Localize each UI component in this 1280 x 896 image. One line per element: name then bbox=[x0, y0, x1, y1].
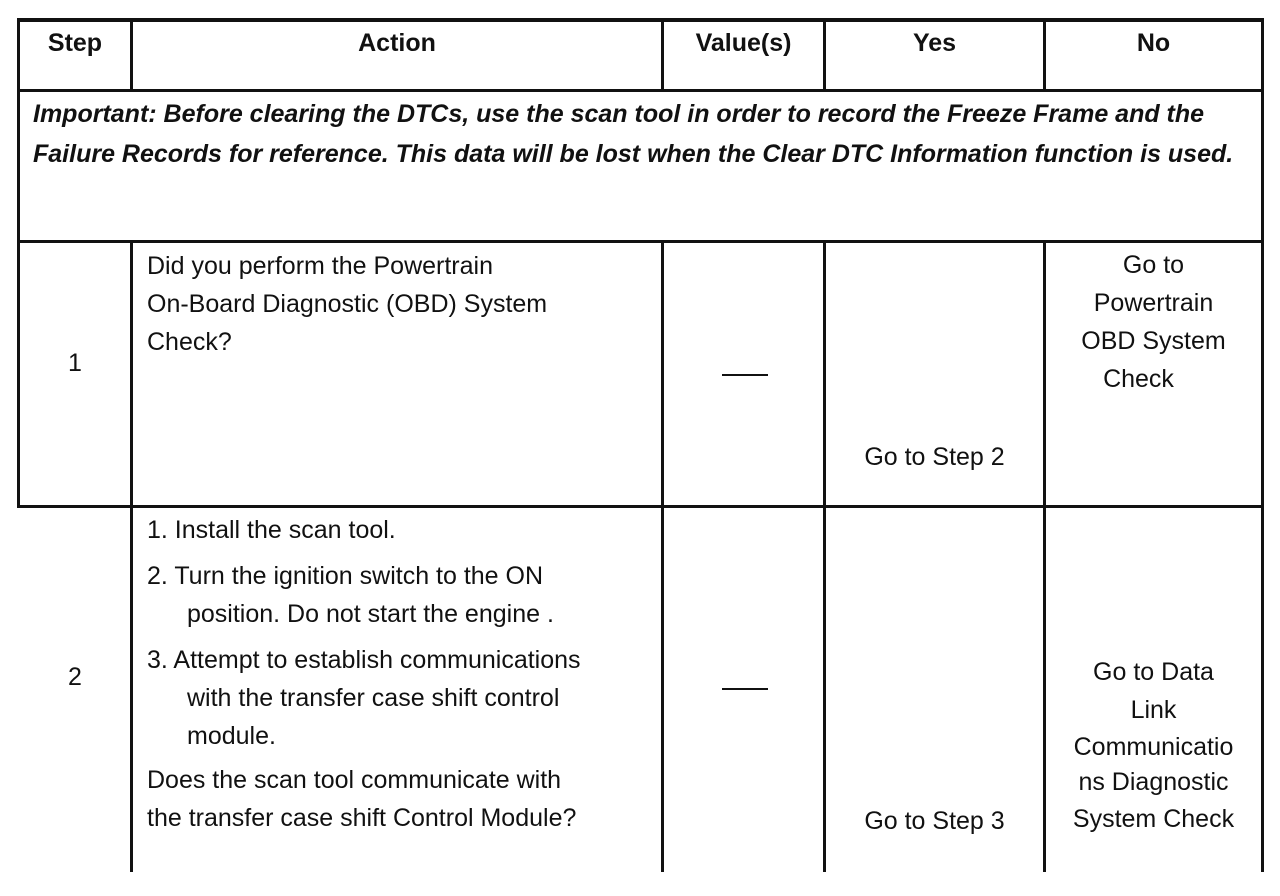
row2-item3-text: module. bbox=[187, 722, 276, 750]
row2-item2-text: 2. Turn the ignition switch to the ON bbox=[147, 562, 544, 590]
row1-action bbox=[147, 247, 657, 361]
row1-value-dash bbox=[722, 374, 768, 376]
row1-action-line: Check? bbox=[147, 328, 232, 356]
row2-action bbox=[147, 511, 659, 837]
row2-no-line: Go to Data bbox=[1093, 658, 1214, 686]
row2-item2-text: position. Do not start the engine . bbox=[187, 600, 554, 628]
row2-no-line: Link bbox=[1130, 696, 1177, 724]
table-top-border bbox=[17, 18, 1264, 22]
row1-action-line: On-Board Diagnostic (OBD) System bbox=[147, 290, 548, 318]
row2-no bbox=[1046, 653, 1261, 839]
row1-step: 1 bbox=[68, 349, 82, 377]
col-divider-action bbox=[661, 240, 664, 872]
row2-item3-text: with the transfer case shift control bbox=[187, 684, 560, 712]
row2-item3-text: 3. Attempt to establish communications bbox=[147, 646, 581, 674]
header-no: No bbox=[1136, 29, 1171, 57]
row2-item1-text: 1. Install the scan tool. bbox=[147, 516, 396, 544]
row1-no-line: Powertrain bbox=[1093, 289, 1214, 317]
header-action: Action bbox=[358, 29, 436, 57]
header-bottom-border bbox=[17, 89, 1264, 92]
row2-no-line: ns Diagnostic bbox=[1078, 768, 1229, 796]
header-yes: Yes bbox=[912, 29, 957, 57]
table-left-border bbox=[17, 18, 20, 508]
row1-no-line: OBD System bbox=[1081, 327, 1226, 355]
row1-no-line: Go to bbox=[1122, 251, 1185, 279]
row1-no-line: Check bbox=[1103, 365, 1174, 393]
table-right-border-lower bbox=[1261, 505, 1264, 872]
row2-question-text: the transfer case shift Control Module? bbox=[147, 804, 577, 832]
row2-no-line: System Check bbox=[1072, 805, 1235, 833]
row2-step: 2 bbox=[68, 663, 82, 691]
row2-question-text: Does the scan tool communicate with bbox=[147, 766, 562, 794]
row2-no-line: Communicatio bbox=[1073, 733, 1234, 761]
header-step: Step bbox=[47, 29, 103, 57]
col-divider-values bbox=[823, 240, 826, 872]
row1-yes: Go to Step 2 bbox=[864, 443, 1005, 471]
row2-question bbox=[147, 761, 659, 837]
row2-step-item bbox=[147, 557, 659, 633]
table-right-border bbox=[1261, 18, 1264, 508]
row1-bottom-border bbox=[17, 505, 1264, 508]
header-values: Value(s) bbox=[695, 29, 792, 57]
row1-no bbox=[1046, 246, 1261, 398]
note-bottom-border bbox=[17, 240, 1264, 243]
col-divider-step bbox=[130, 240, 133, 872]
row2-step-item bbox=[147, 641, 659, 755]
row2-value-dash bbox=[722, 688, 768, 690]
row2-yes: Go to Step 3 bbox=[864, 807, 1005, 835]
row1-action-line: Did you perform the Powertrain bbox=[147, 252, 493, 280]
row2-step-item bbox=[147, 511, 659, 549]
important-note: Important: Before clearing the DTCs, use the scan tool in order to record the Freeze Frame and the Failure Records for reference. This data will be lost when the Clear DTC Information function is used. bbox=[33, 100, 1234, 168]
